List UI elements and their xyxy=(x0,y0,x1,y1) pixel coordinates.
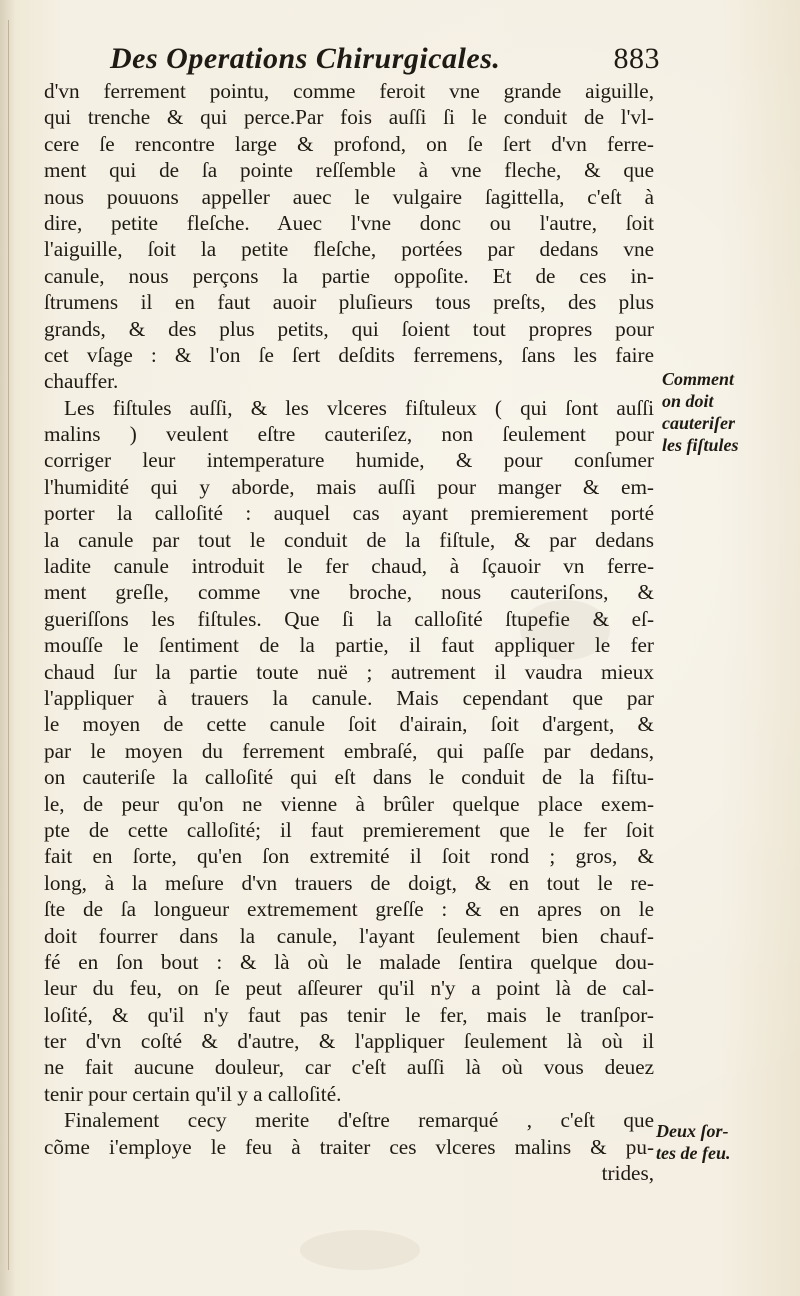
text-line: l'humidité qui y aborde, mais auſſi pour manger & em- xyxy=(44,474,654,499)
text-line: leur du feu, on ſe peut aſſeurer qu'il n'y a point là de cal- xyxy=(44,976,654,1001)
page-number: 883 xyxy=(613,42,660,75)
text-line: trides, xyxy=(601,1161,654,1186)
text-line: ne fait aucune douleur, car c'eſt auſſi là où vous deuez xyxy=(44,1055,654,1080)
text-line: d'vn ferrement pointu, comme feroit vne grande aiguille, xyxy=(44,79,654,103)
text-line: qui trenche & qui perce.Par fois auſſi ſi le conduit de l'vl- xyxy=(44,105,654,130)
margin-note-line: Deux ſor- xyxy=(656,1121,729,1141)
text-line: Finalement cecy merite d'eſtre remarqué , c'eſt que xyxy=(64,1108,654,1133)
margin-note-line: cauteriſer xyxy=(662,413,735,433)
paper-stain xyxy=(300,1230,420,1270)
text-line: ment qui de ſa pointe reſſemble à vne fleche, & que xyxy=(44,158,654,183)
text-line: l'appliquer à trauers la canule. Mais cependant que par xyxy=(44,685,654,710)
running-head xyxy=(110,42,660,82)
text-line: ſtrumens il en faut auoir pluſieurs tous preſts, des plus xyxy=(44,290,654,315)
text-line: ladite canule introduit le fer chaud, à ſçauoir vn ferre- xyxy=(44,554,654,579)
running-head-title: Des Operations Chirurgicales. xyxy=(110,42,501,75)
text-line: l'aiguille, ſoit la petite fleſche, portées par dedans vne xyxy=(44,237,654,262)
text-line: pte de cette calloſité; il faut premierement que le fer ſoit xyxy=(44,817,654,842)
margin-note-two-kinds-of-fire xyxy=(656,1120,796,1164)
text-line: cet vſage : & l'on ſe ſert deſdits ferremens, ſans les faire xyxy=(44,342,654,367)
text-line: malins ) veulent eſtre cauteriſez, non ſeulement pour xyxy=(44,422,654,447)
margin-note-line: on doit xyxy=(662,391,714,411)
page-gutter xyxy=(0,0,14,1296)
margin-note-line: tes de feu. xyxy=(656,1143,731,1163)
text-line: cere ſe rencontre large & profond, on ſe ſert d'vn ferre- xyxy=(44,131,654,156)
body-text xyxy=(44,78,654,1186)
text-line: ter d'vn coſté & d'autre, & l'appliquer ſeulement là où il xyxy=(44,1029,654,1054)
text-line: loſité, & qu'il n'y faut pas tenir le fer, mais le tranſpor- xyxy=(44,1002,654,1027)
page-edge-line xyxy=(8,20,9,1270)
text-line: fé en ſon bout : & là où le malade ſentira quelque dou- xyxy=(44,949,654,974)
text-line: le moyen de cette canule ſoit d'airain, ſoit d'argent, & xyxy=(44,712,654,737)
text-line: ſte de ſa longueur extremement greſſe : & en apres on le xyxy=(44,897,654,922)
text-line: le, de peur qu'on ne vienne à brûler quelque place exem- xyxy=(44,791,654,816)
text-line: grands, & des plus petits, qui ſoient tout propres pour xyxy=(44,316,654,341)
text-line: ment greſle, comme vne broche, nous cauteriſons, & xyxy=(44,580,654,605)
text-line: dire, petite fleſche. Auec l'vne donc ou l'autre, ſoit xyxy=(44,210,654,235)
text-line: porter la calloſité : auquel cas ayant premierement porté xyxy=(44,501,654,526)
text-line: chaud ſur la partie toute nuë ; autrement il vaudra mieux xyxy=(44,659,654,684)
margin-note-line: les fiſtules xyxy=(662,435,739,455)
text-line: doit fourrer dans la canule, l'ayant ſeulement bien chauf- xyxy=(44,923,654,948)
text-line: gueriſſons les fiſtules. Que ſi la calloſité ſtupefie & eſ- xyxy=(44,606,654,631)
text-line: Les fiſtules auſſi, & les vlceres fiſtuleux ( qui ſont auſſi xyxy=(64,395,654,420)
text-line: corriger leur intemperature humide, & pour conſumer xyxy=(44,448,654,473)
text-line: chauffer. xyxy=(44,369,119,394)
text-line: cõme i'employe le feu à traiter ces vlceres malins & pu- xyxy=(44,1134,654,1159)
text-line: mouſſe le ſentiment de la partie, il faut appliquer le fer xyxy=(44,633,654,658)
text-line: la canule par tout le conduit de la fiſtule, & par dedans xyxy=(44,527,654,552)
margin-note-line: Comment xyxy=(662,369,735,389)
text-line: par le moyen du ferrement embraſé, qui paſſe par dedans, xyxy=(44,738,654,763)
text-line: tenir pour certain qu'il y a calloſité. xyxy=(44,1081,342,1106)
text-line: canule, nous perçons la partie oppoſite. Et de ces in- xyxy=(44,263,654,288)
text-line: on cauteriſe la calloſité qui eſt dans le conduit de la fiſtu- xyxy=(44,765,654,790)
text-line: nous pouuons appeller auec le vulgaire ſagittella, c'eſt à xyxy=(44,184,654,209)
margin-note-cauterize-fistulas xyxy=(662,368,792,456)
text-line: long, à la meſure d'vn trauers de doigt, & en tout le re- xyxy=(44,870,654,895)
text-line: fait en ſorte, qu'en ſon extremité il ſoit rond ; gros, & xyxy=(44,844,654,869)
